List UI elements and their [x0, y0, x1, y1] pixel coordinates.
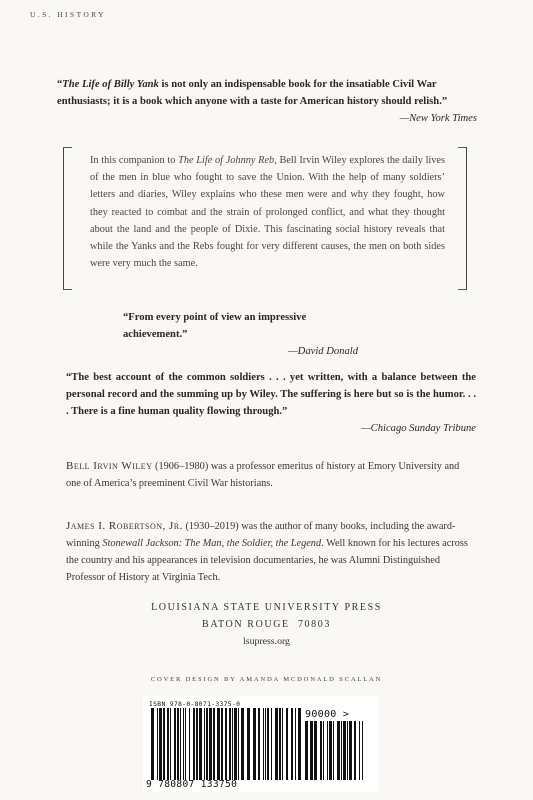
companion-title: The Life of Johnny Reb	[178, 155, 275, 166]
category-label: U.S. HISTORY	[30, 10, 106, 19]
quote-attribution: —David Donald	[288, 346, 358, 357]
quote-text: is not only an indispensable book for the insatiable Civil War enthusiasts; it is a book which anyone with a taste for American history should relish.”	[57, 79, 448, 107]
price-code: 90000 >	[305, 709, 350, 720]
quote-chicago-tribune	[66, 369, 476, 437]
right-bracket	[458, 147, 467, 290]
editor-book-title: Stonewall Jackson: The Man, the Soldier, the Legend	[102, 538, 322, 549]
editor-bio	[66, 518, 476, 586]
publisher-address	[0, 616, 533, 633]
editor-bio-text-rest: . Well known for his lectures across the country and his appearances in television documentaries, he was Alumni Distinguished Professor of History at Virginia Tech.	[66, 538, 468, 583]
book-title: The Life of Billy Yank	[62, 79, 159, 90]
editor-name: James I. Robertson, Jr.	[66, 520, 183, 532]
publisher-zip: 70803	[297, 619, 331, 630]
author-name: Bell Irvin Wiley	[66, 460, 153, 472]
quote-attribution: —New York Times	[399, 113, 477, 124]
description-text: In this companion to	[90, 155, 179, 166]
author-bio	[66, 458, 476, 492]
cover-credit: COVER DESIGN BY AMANDA MCDONALD SCALLAN	[150, 676, 383, 683]
quote-text: “From every point of view an impressive achievement.”	[123, 312, 307, 340]
barcode-number: 9 780807 133750	[146, 779, 238, 790]
publisher-name: LOUISIANA STATE UNIVERSITY PRESS	[151, 602, 382, 613]
author-bio-text: (1906–1980) was a professor emeritus of history at Emory University and one of America’s preeminent Civil War historians.	[66, 461, 460, 489]
left-bracket	[63, 147, 72, 290]
book-description	[90, 152, 445, 272]
description-text-rest: , Bell Irvin Wiley explores the daily lives of the men in blue who fought to save the Union. With the help of many soldiers’ letters and diaries, Wiley explains who these men were and why they fought, how they reacted to combat and the strain of prolonged conflict, and what they thought about the land and the people of Dixie. This fascinating social history reveals that while the Yanks and the Rebs fought for very different causes, the men on both sides were very much the same.	[90, 155, 446, 270]
quote-text: “The best account of the common soldiers . . . yet written, with a balance between the personal record and the summing up by Wiley. The suffering is here but so is the humor. . . . There is a fine human quality flowing through.”	[66, 372, 476, 417]
addon-barcode-bars-icon	[305, 721, 365, 780]
editor-bio-text: (1930–2019) was the author of many books, including the award-winning	[66, 521, 456, 549]
barcode-bars-icon	[151, 708, 301, 780]
quote-attribution: —Chicago Sunday Tribune	[361, 423, 476, 434]
open-quote: “	[57, 79, 63, 90]
publisher-city: BATON ROUGE	[202, 619, 290, 630]
publisher-url: lsupress.org	[243, 636, 290, 647]
isbn-label: ISBN 978-0-8071-3375-0	[149, 700, 241, 708]
publisher-block	[0, 599, 533, 650]
quote-new-york-times	[57, 76, 477, 127]
quote-david-donald	[123, 309, 358, 360]
